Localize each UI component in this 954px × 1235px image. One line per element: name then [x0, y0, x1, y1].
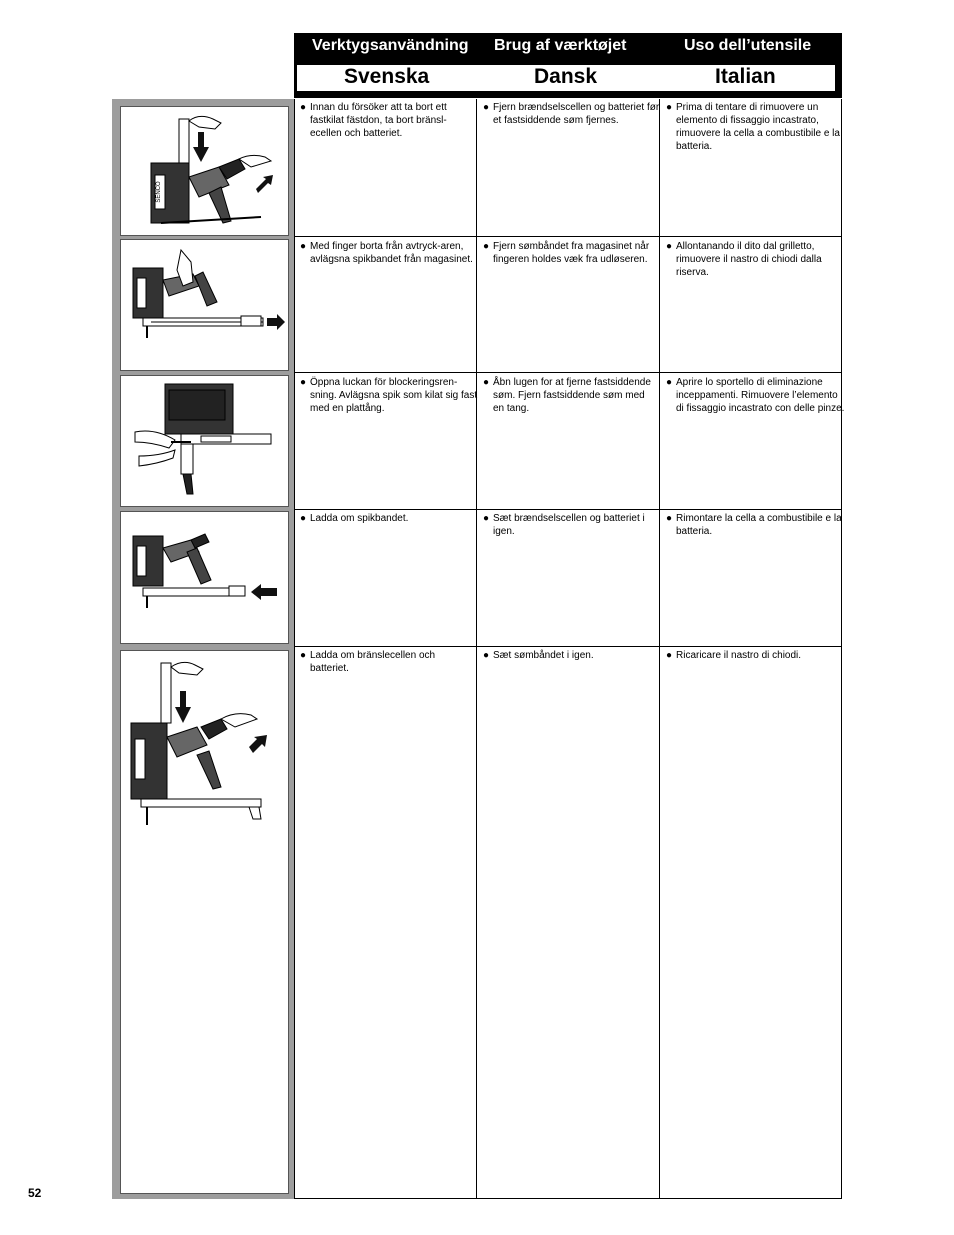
step-text-sv: ● Innan du försöker att ta bort ett fastkilat fästdon, ta bort bränsl-ecellen och batteriet. — [300, 102, 447, 139]
step-text-sv: ● Ladda om bränslecellen och batteriet. — [300, 650, 436, 674]
step-text-sv: ● Ladda om spikbandet. — [300, 513, 409, 524]
row-divider — [294, 646, 842, 647]
step-text-da: ● Sæt brændselscellen og batteriet i igen. — [483, 513, 645, 537]
section-title-it: Uso dell’utensile — [684, 37, 812, 54]
nailer-illustration — [121, 240, 288, 370]
language-it: Italian — [715, 65, 776, 88]
step-text-it: ● Allontanando il dito dal grilletto, rimuovere il nastro di chiodi dalla riserva. — [666, 241, 822, 278]
nailer-illustration — [121, 512, 288, 643]
step-text-da: ● Fjern brændselscellen og batteriet før et fastsiddende søm fjernes. — [483, 102, 660, 126]
brand-label: SENCO — [156, 181, 162, 203]
illustration-reload-fuel-cell — [120, 650, 289, 1194]
illustration-remove-strip — [120, 239, 289, 371]
step-text-da: ● Sæt sømbåndet i igen. — [483, 650, 594, 661]
language-da: Dansk — [534, 65, 598, 88]
step-text-it: ● Rimontare la cella a combustibile e la batteria. — [666, 513, 842, 537]
step-text-da: ● Åbn lugen for at fjerne fastsiddende søm. Fjern fastsiddende søm med en tang. — [483, 377, 651, 414]
illustration-jam-door — [120, 375, 289, 507]
step-text-it: ● Ricaricare il nastro di chiodi. — [666, 650, 802, 661]
step-text-da: ● Fjern sømbåndet fra magasinet når fingeren holdes væk fra udløseren. — [483, 241, 650, 265]
step-text-sv: ● Öppna luckan för blockeringsren-sning. Avlägsna spik som kilat sig fast med en plattång. — [300, 377, 478, 414]
illustration-remove-fuel-cell — [120, 106, 289, 236]
row-divider — [294, 236, 842, 237]
illustration-reload-strip — [120, 511, 289, 644]
language-sv: Svenska — [344, 65, 430, 88]
row-divider — [294, 372, 842, 373]
step-text-it: ● Aprire lo sportello di eliminazione inceppamenti. Rimuovere l’elemento di fissaggio incastrato con delle pinze. — [666, 377, 845, 414]
header-block — [294, 33, 842, 98]
page-number: 52 — [28, 1186, 42, 1200]
nailer-illustration — [121, 376, 288, 506]
nailer-illustration — [121, 107, 288, 235]
section-title-sv: Verktygsanvändning — [312, 37, 469, 54]
section-title-da: Brug af værktøjet — [494, 37, 627, 54]
step-text-it: ● Prima di tentare di rimuovere un elemento di fissaggio incastrato, rimuovere la cella a combustibile e la batteria. — [666, 102, 840, 152]
step-text-sv: ● Med finger borta från avtryck-aren, avlägsna spikbandet från magasinet. — [300, 241, 473, 265]
row-divider — [294, 509, 842, 510]
nailer-illustration — [121, 651, 288, 1193]
